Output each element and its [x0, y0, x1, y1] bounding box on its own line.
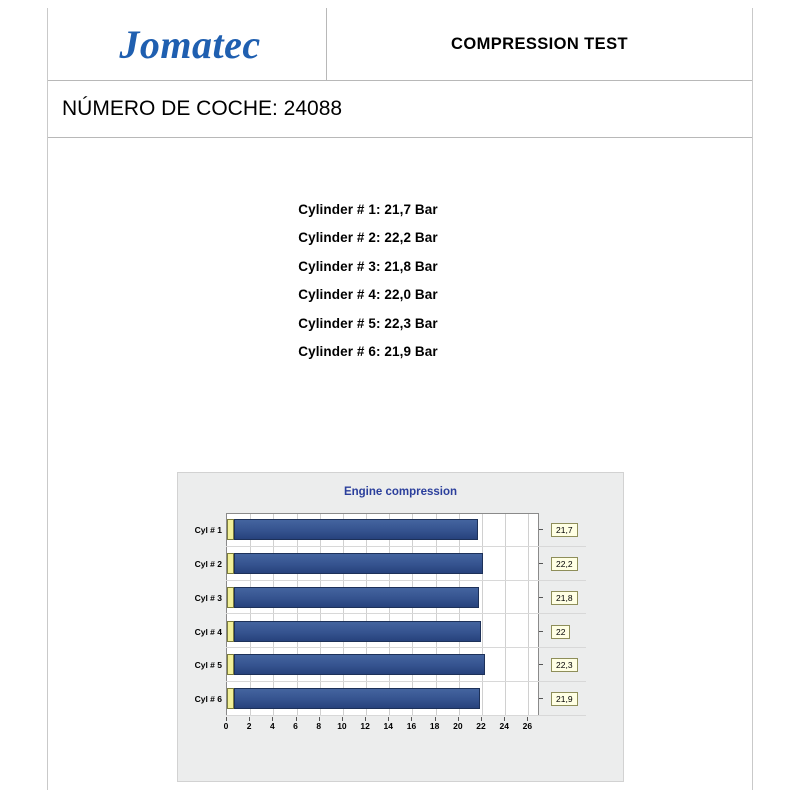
chart-bar [234, 688, 480, 709]
chart-bar [234, 553, 483, 574]
chart-bar-marker [227, 654, 234, 675]
chart-bar-marker [227, 621, 234, 642]
chart-bar-marker [227, 688, 234, 709]
car-number-row [48, 81, 752, 138]
chart-x-tick-label: 8 [316, 721, 322, 731]
chart-title: Engine compression [343, 486, 458, 498]
chart-plot [194, 513, 586, 735]
chart-x-tick-label: 2 [246, 721, 252, 731]
list-item: Cylinder # 6: 21,9 Bar [298, 344, 438, 360]
chart-x-tick-label: 14 [383, 721, 394, 731]
chart-bar-marker [227, 519, 234, 540]
chart-bar-row [194, 615, 586, 649]
chart-x-tick-label: 16 [406, 721, 417, 731]
chart-x-tick-label: 6 [293, 721, 298, 731]
chart-bar-row [194, 547, 586, 581]
chart-data-label: 22 [551, 625, 570, 639]
chart-category-label: Cyl # 6 [194, 694, 222, 705]
chart-x-tick-label: 26 [522, 721, 533, 731]
chart-bar-row [194, 682, 586, 716]
chart-bar [234, 519, 478, 540]
chart-x-tick-label: 22 [476, 721, 486, 731]
chart-tick [539, 529, 543, 530]
chart-data-label: 21,8 [551, 591, 578, 605]
list-item: Cylinder # 1: 21,7 Bar [298, 202, 438, 217]
chart-category-label: Cyl # 4 [194, 626, 222, 637]
title-cell [327, 8, 752, 80]
document-header [48, 8, 752, 81]
chart-tick [539, 664, 543, 665]
chart-category-label: Cyl # 1 [194, 525, 222, 535]
chart-x-tick-label: 0 [223, 721, 229, 731]
list-item: Cylinder # 3: 21,8 Bar [298, 258, 438, 274]
chart-x-tick-label: 10 [337, 721, 347, 731]
chart-bar-marker [227, 553, 234, 574]
chart-tick [539, 563, 543, 564]
chart-bar-row [194, 648, 586, 682]
chart-x-tick-label: 20 [453, 721, 463, 731]
logo-swoosh-icon [119, 23, 171, 39]
cylinder-readings-list [48, 196, 752, 366]
chart-bar [234, 587, 479, 608]
logo-text: Jomatec [119, 21, 261, 67]
logo-cell [48, 8, 327, 80]
chart-bar-marker [227, 587, 234, 608]
chart-bar-row [194, 581, 586, 615]
chart-x-tick-label: 24 [499, 721, 509, 731]
chart-x-tick-label: 4 [269, 721, 275, 731]
chart-bar-row [194, 513, 586, 547]
document-page [47, 8, 753, 790]
chart-x-tick-label: 12 [360, 721, 370, 731]
chart-tick [539, 698, 543, 699]
car-number-label: NÚMERO DE COCHE: 24088 [62, 97, 343, 120]
chart-tick [539, 631, 543, 632]
chart-data-label: 21,7 [551, 523, 578, 537]
page-title: COMPRESSION TEST [451, 34, 628, 53]
chart-data-label: 22,2 [551, 557, 578, 571]
engine-compression-chart [177, 472, 624, 782]
list-item: Cylinder # 2: 22,2 Bar [298, 230, 438, 246]
chart-x-axis [223, 717, 539, 733]
chart-bar [234, 654, 485, 675]
chart-tick [539, 597, 543, 598]
list-item: Cylinder # 4: 22,0 Bar [298, 287, 438, 303]
list-item: Cylinder # 5: 22,3 Bar [298, 315, 438, 331]
chart-category-label: Cyl # 2 [194, 558, 222, 569]
company-logo [113, 21, 260, 68]
chart-x-tick-label: 18 [429, 721, 440, 731]
chart-category-label: Cyl # 5 [194, 660, 222, 671]
chart-category-label: Cyl # 3 [194, 592, 222, 603]
chart-row-separator [226, 715, 586, 716]
chart-data-label: 21,9 [551, 692, 578, 706]
chart-bar [234, 621, 481, 642]
chart-data-label: 22,3 [551, 658, 578, 672]
